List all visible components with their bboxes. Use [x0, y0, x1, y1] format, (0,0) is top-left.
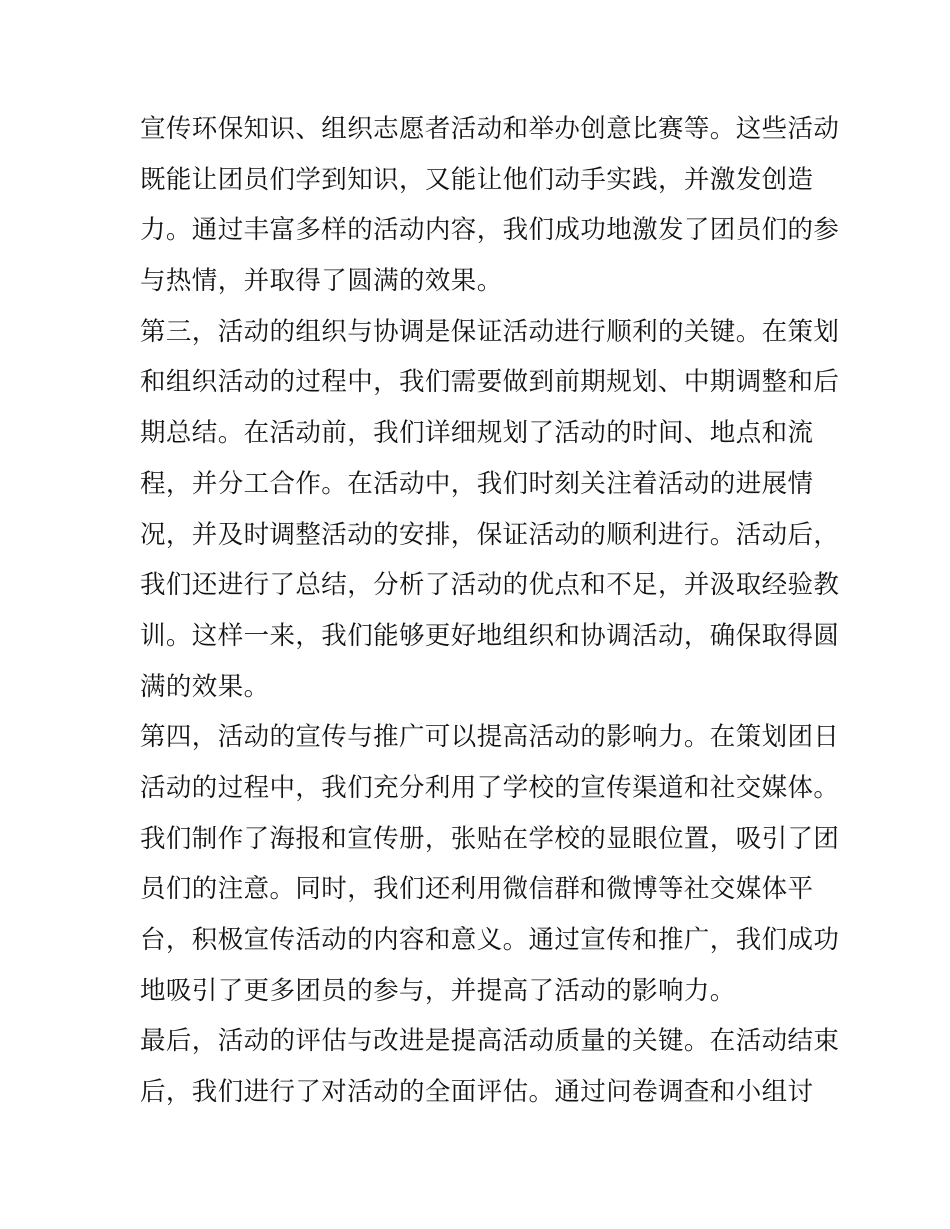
text-line: 满的效果。: [140, 671, 270, 702]
text-line: 第三，活动的组织与协调是保证活动进行顺利的关键。在策划: [140, 316, 840, 347]
text-line: 台，积极宣传活动的内容和意义。通过宣传和推广，我们成功: [140, 925, 840, 955]
text-line: 我们还进行了总结，分析了活动的优点和不足，并汲取经验教: [140, 570, 840, 601]
text-line: 况，并及时调整活动的安排，保证活动的顺利进行。活动后，: [140, 519, 840, 550]
text-line: 力。通过丰富多样的活动内容，我们成功地激发了团员们的参: [140, 215, 840, 246]
text-line: 训。这样一来，我们能够更好地组织和协调活动，确保取得圆: [140, 620, 840, 651]
document-body: [140, 104, 840, 1118]
text-line: 期总结。在活动前，我们详细规划了活动的时间、地点和流: [140, 418, 814, 449]
text-line: 员们的注意。同时，我们还利用微信群和微博等社交媒体平: [140, 874, 814, 905]
text-line: 最后，活动的评估与改进是提高活动质量的关键。在活动结束: [140, 1026, 840, 1057]
text-line: 地吸引了更多团员的参与，并提高了活动的影响力。: [140, 975, 736, 1006]
text-line: 宣传环保知识、组织志愿者活动和举办创意比赛等。这些活动: [140, 114, 840, 144]
text-line: 与热情，并取得了圆满的效果。: [140, 266, 503, 297]
text-line: 后，我们进行了对活动的全面评估。通过问卷调查和小组讨: [140, 1077, 814, 1108]
text-line: 活动的过程中，我们充分利用了学校的宣传渠道和社交媒体。: [140, 772, 840, 803]
text-line: 既能让团员们学到知识，又能让他们动手实践，并激发创造: [140, 164, 814, 195]
text-line: 我们制作了海报和宣传册，张贴在学校的显眼位置，吸引了团: [140, 823, 840, 854]
text-line: 程，并分工合作。在活动中，我们时刻关注着活动的进展情: [140, 468, 814, 499]
text-line: 和组织活动的过程中，我们需要做到前期规划、中期调整和后: [140, 367, 840, 398]
text-line: 第四，活动的宣传与推广可以提高活动的影响力。在策划团日: [140, 722, 840, 753]
